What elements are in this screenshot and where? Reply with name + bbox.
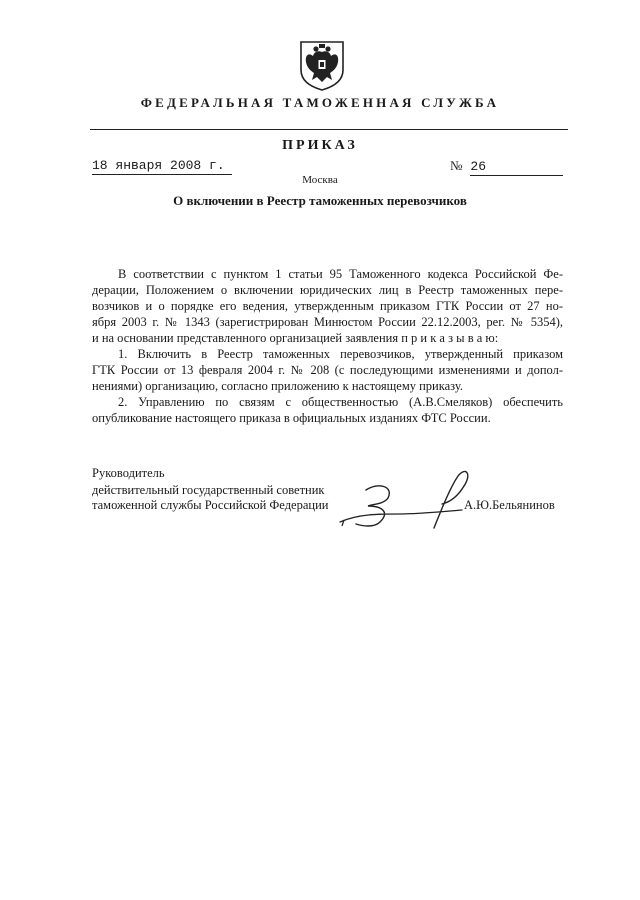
document-type: ПРИКАЗ [282,138,358,153]
signer-position-line2: действительный государственный советник [92,483,325,497]
header-divider [90,129,568,130]
signer-name: А.Ю.Бельянинов [464,498,555,512]
coat-of-arms-emblem [298,40,346,92]
number-value: 26 [470,159,563,176]
signer-position-line1: Руководитель [92,466,165,480]
body-line: возчиков и о порядке его ведения, утвержденным приказом ГТК России от 27 но- [92,299,563,313]
body-line: 2. Управлению по связям с общественностью (А.В.Смеляков) обеспечить [118,395,563,409]
handwritten-signature [338,468,478,536]
document-date: 18 января 2008 г. [92,158,232,175]
body-line: нениями) организацию, согласно приложению к настоящему приказу. [92,379,463,393]
body-line: и на основании представленного организацией заявления п р и к а з ы в а ю: [92,331,499,345]
body-line: дерации, Положением о включении юридических лиц в Реестр таможенных пере- [92,283,563,297]
document-city: Москва [302,174,338,186]
body-line: ГТК России от 13 февраля 2004 г. № 208 (с последующими изменениями и допол- [92,363,563,377]
body-line: 1. Включить в Реестр таможенных перевозчиков, утвержденный приказом [118,347,563,361]
agency-name: ФЕДЕРАЛЬНАЯ ТАМОЖЕННАЯ СЛУЖБА [140,95,500,110]
body-line: опубликование настоящего приказа в официальных изданиях ФТС России. [92,411,491,425]
document-subject: О включении в Реестр таможенных перевозчиков [173,193,467,208]
number-sign: № [450,158,463,173]
body-line: ября 2003 г. № 1343 (зарегистрирован Минюстом России 22.12.2003, рег. № 5354), [92,315,563,329]
body-line: В соответствии с пунктом 1 статьи 95 Таможенного кодекса Российской Фе- [118,267,563,281]
signer-position-line3: таможенной службы Российской Федерации [92,498,329,512]
